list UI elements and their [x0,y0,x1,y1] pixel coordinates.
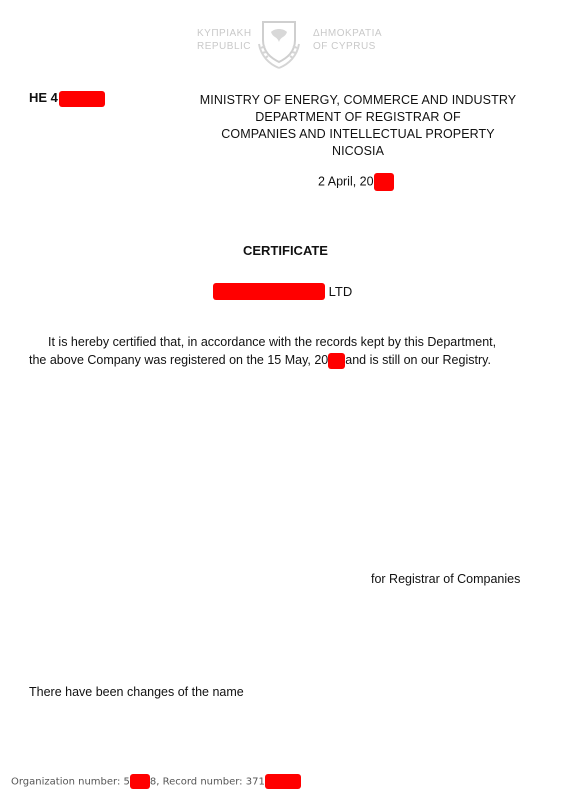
emblem-right-line2: OF CYPRUS [313,41,376,52]
coat-of-arms-emblem [251,14,307,70]
paragraph-line2 [29,351,549,369]
authority-line3: COMPANIES AND INTELLECTUAL PROPERTY [221,127,495,141]
reference-number [29,90,105,107]
redaction-block [59,91,105,107]
redaction-block [213,283,325,300]
authority-line4: NICOSIA [331,144,385,158]
redaction-block [130,774,150,789]
authority-line2: DEPARTMENT OF REGISTRAR OF [255,110,461,124]
redaction-block [374,173,394,191]
paragraph-line2-end: and is still on our Registry. [345,353,491,367]
org-number-label: Organization number: 5 [11,776,130,788]
signature-line: for Registrar of Companies [371,572,521,586]
emblem-left-text [197,27,252,53]
emblem-right-line1: ΔΗΜΟΚΡΑΤΙΑ [313,28,383,39]
redaction-block [328,353,345,369]
emblem-left-line2: REPUBLIC [197,41,252,52]
name-change-note: There have been changes of the name [29,685,244,699]
paragraph-line2-start: the above Company was registered on the 15 May, 20 [29,353,329,367]
record-number-label: 8, Record number: 371 [149,776,265,788]
record-footer [11,774,301,789]
emblem-right-text [313,27,382,53]
issue-date-text: 2 April, 20 [318,174,374,189]
issue-date [318,173,394,191]
redaction-block [265,774,301,789]
coat-of-arms-icon [251,14,307,70]
authority-heading [188,92,528,160]
certification-paragraph [29,333,549,369]
emblem-left-line1: ΚΥΠΡΙΑΚΗ [197,28,252,39]
company-suffix: LTD [328,284,353,300]
reference-prefix: HE 4 [29,90,58,105]
company-name [213,283,352,300]
paragraph-line1: It is hereby certified that, in accordance with the records kept by this Department, [48,335,497,349]
authority-line1: MINISTRY OF ENERGY, COMMERCE AND INDUSTRY [199,93,517,107]
certificate-title: CERTIFICATE [243,243,328,258]
